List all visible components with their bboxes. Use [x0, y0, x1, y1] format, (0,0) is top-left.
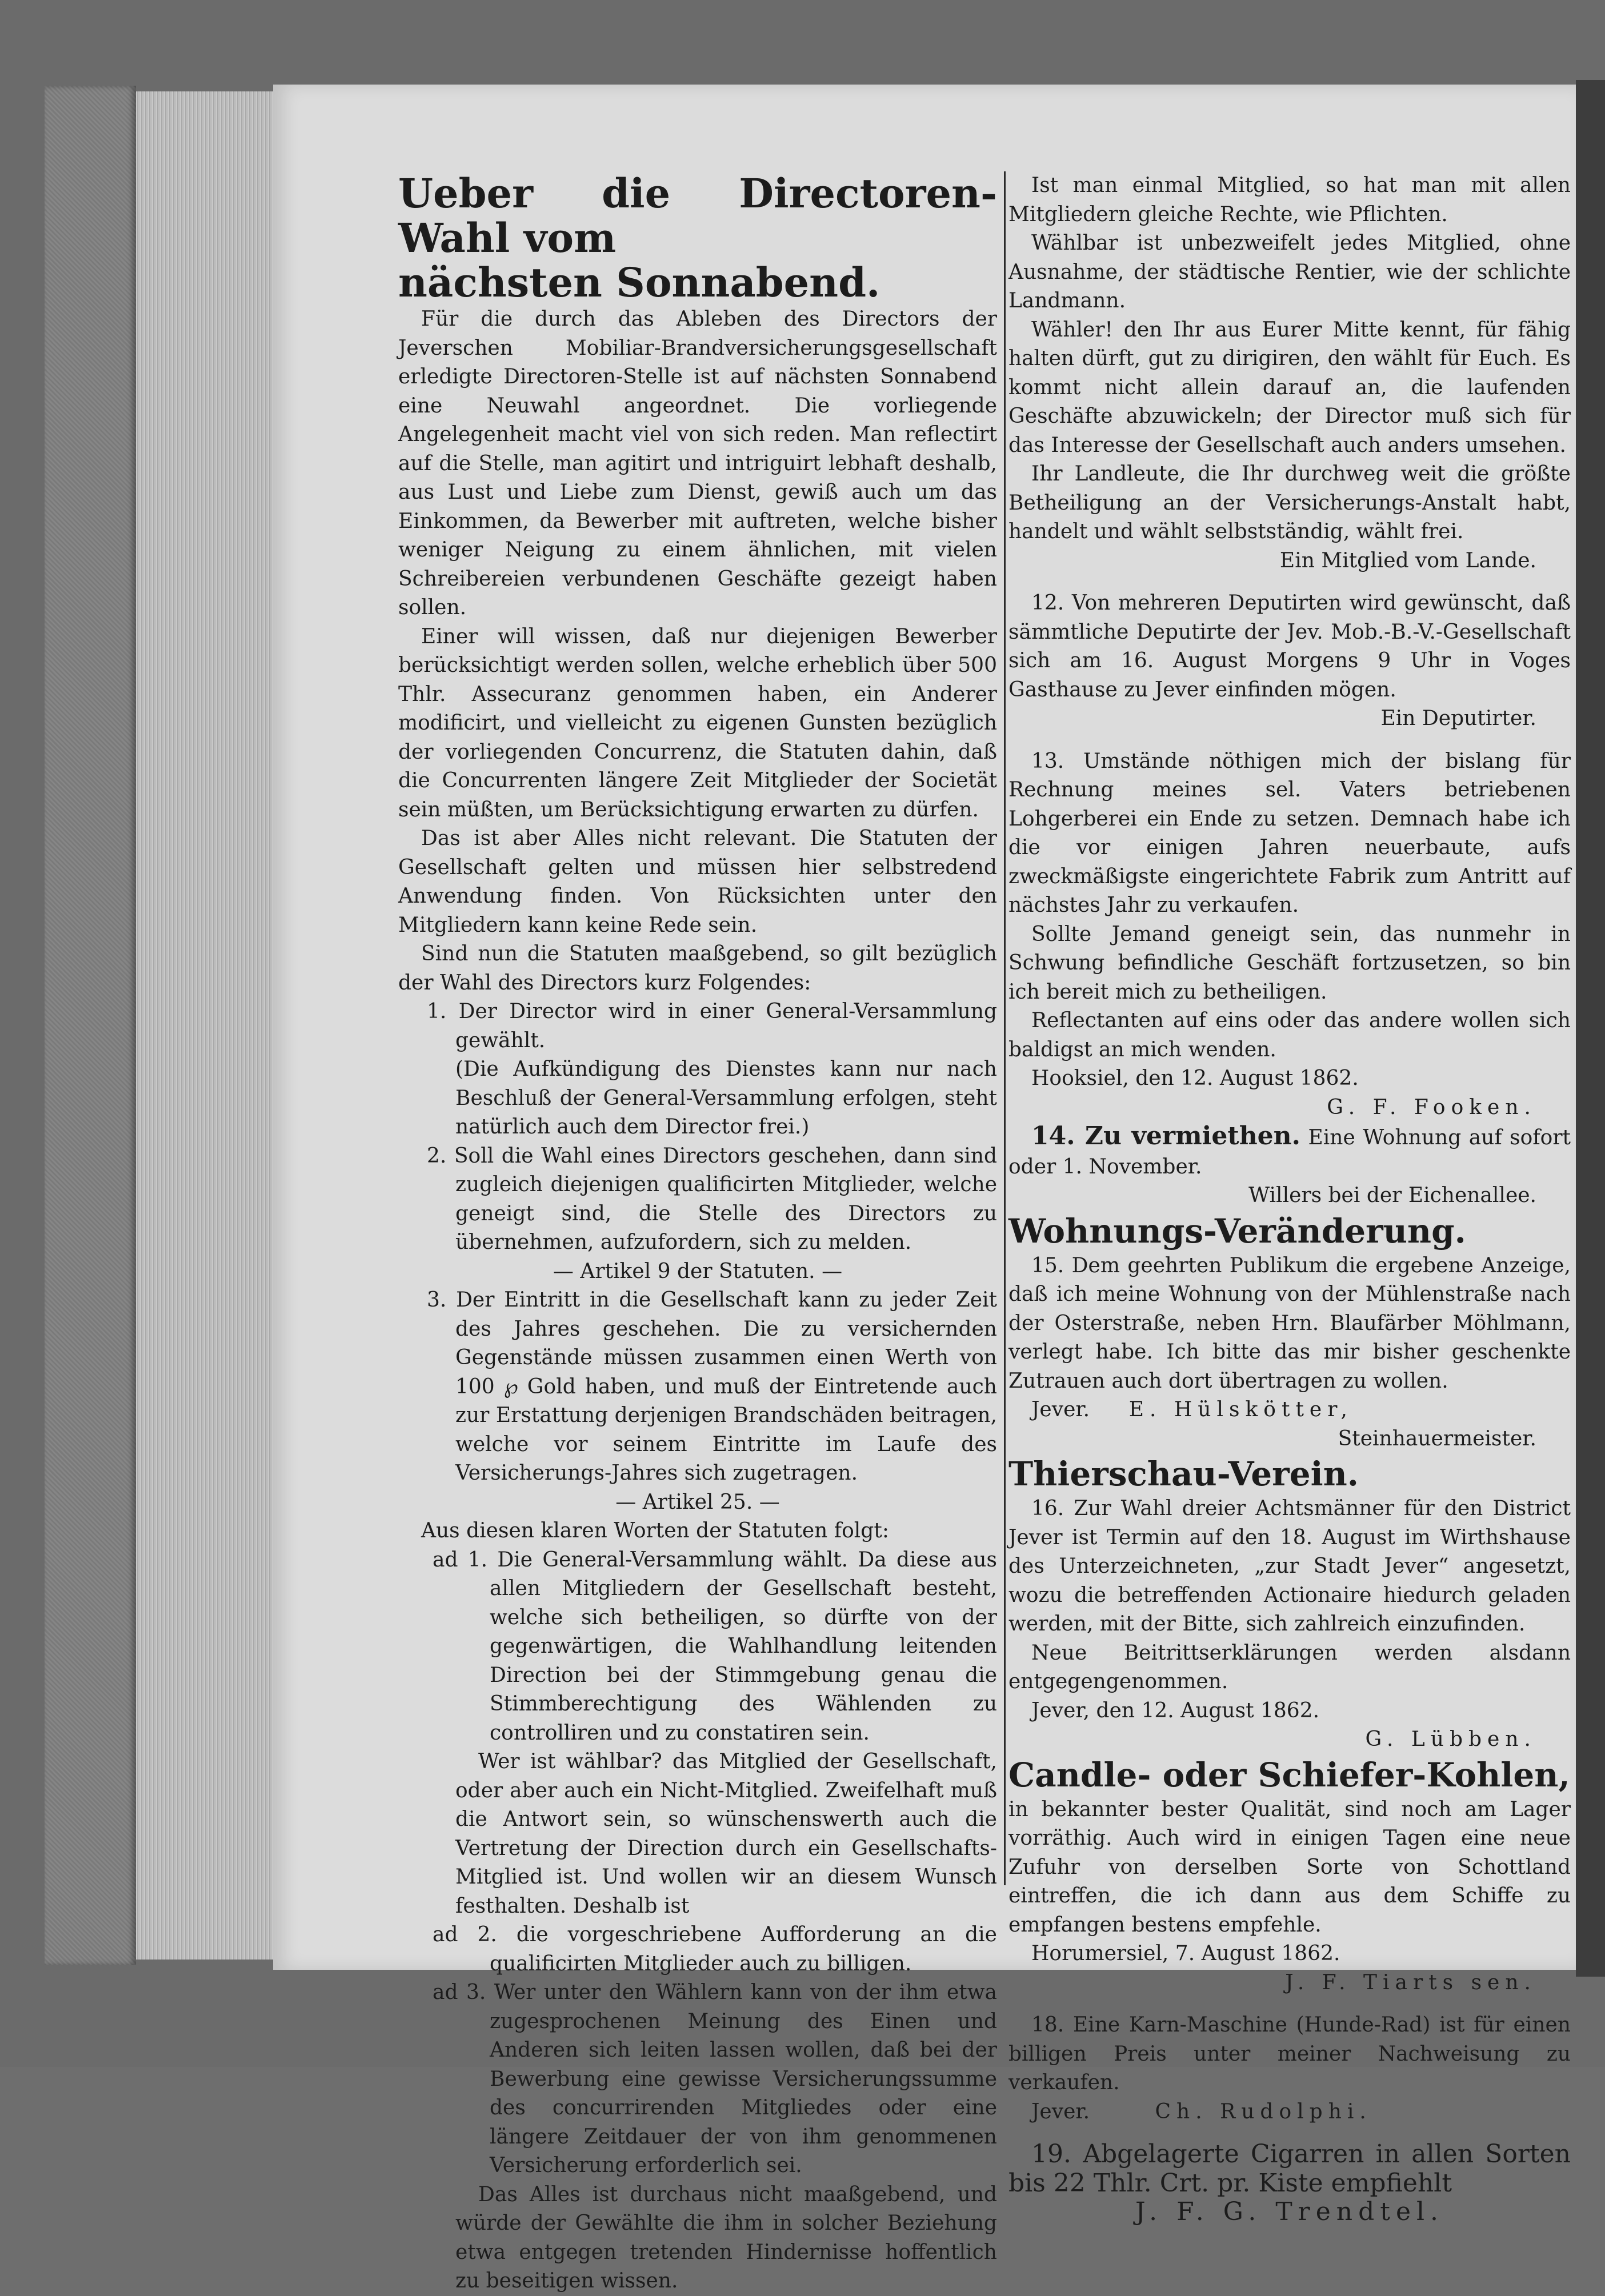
- notice-19: 19. Abgelagerte Cigarren in allen Sorten bis 22 Thlr. Crt. pr. Kiste empfiehlt: [1008, 2139, 1571, 2198]
- left-column: [398, 171, 997, 2296]
- place-date: Horumersiel, 7. August 1862.: [1031, 1942, 1340, 1965]
- paragraph: Einer will wissen, daß nur diejenigen Bewerber berücksichtigt werden sollen, welche erheblich über 500 Thlr. Assecuranz genommen haben, ein Anderer modificirt, und vielleicht zu eigenen Gunsten bezüglich der vorliegenden Concurrenz, die Statuten dahin, daß die Concurrenten längere Zeit Mitglieder der Societät sein müßten, um Berücksichtigung erwarten zu dürfen.: [398, 624, 997, 822]
- ad-item-1: ad 1. Die General-Versammlung wählt. Da diese aus allen Mitgliedern der Gesellschaft besteht, welche sich betheiligen, so dürfte von der gegenwärtigen, die Wahlhandlung leitenden Direction bei der Stimmgebung genau die Stimmberechtigung des Wählenden zu controlliren und zu constatiren sein.: [433, 1548, 997, 1745]
- paragraph: Aus diesen klaren Worten der Statuten folgt:: [421, 1519, 889, 1542]
- statute-item-1: 1. Der Director wird in einer General-Versammlung gewählt.: [427, 1000, 997, 1052]
- signature: J. F. Tiarts sen.: [1285, 1970, 1536, 1994]
- paragraph: Wählbar ist unbezweifelt jedes Mitglied, ohne Ausnahme, der städtische Rentier, wie der schlichte Landmann.: [1008, 231, 1571, 312]
- notice-13: 13. Umstände nöthigen mich der bislang für Rechnung meines sel. Vaters betriebenen Lohgerberei ein Ende zu setzen. Demnach habe ich die vor einigen Jahren neuerbaute, aufs zweckmäßigste eingerichtete Fabrik zum Antritt auf nächstes Jahr zu verkaufen.: [1008, 749, 1571, 917]
- ad-item-2: ad 2. die vorgeschriebene Aufforderung an die qualificirten Mitglieder auch zu billigen.: [433, 1923, 997, 1976]
- section-heading: Candle- oder Schiefer-Kohlen,: [1008, 1755, 1570, 1794]
- paragraph: Ihr Landleute, die Ihr durchweg weit die größte Betheiligung an der Versicherungs-Anstalt habt, handelt und wählt selbstständig, wählt frei.: [1008, 462, 1571, 543]
- signature: Ein Mitglied vom Lande.: [1279, 548, 1536, 572]
- place: Jever.: [1031, 2099, 1090, 2123]
- statute-item-3: 3. Der Eintritt in die Gesellschaft kann zu jeder Zeit des Jahres geschehen. Die zu versichernden Gegenstände müssen zusammen einen Werth von 100 ℘ Gold haben, und muß der Eintretende auch zur Erstattung derjenigen Brandschäden beitragen, welche vor seinem Eintritte im Laufe des Versicherungs-Jahres sich zugetragen.: [427, 1288, 997, 1485]
- place: Jever.: [1031, 1398, 1090, 1421]
- ad-item-3: ad 3. Wer unter den Wählern kann von der ihm etwa zugesprochenen Meinung des Einen und Anderen sich leiten lassen wollen, daß bei der Bewerbung eine gewisse Versicherungssumme des concurrirenden Mitgliedes oder eine längere Zeitdauer der von ihm genommenen Versicherung erforderlich sei.: [433, 1981, 997, 2177]
- notice-16: 16. Zur Wahl dreier Achtsmänner für den District Jever ist Termin auf den 18. August im Wirthshause des Unterzeichneten, „zur Stadt Jever“ angesetzt, wozu die betreffenden Actionaire hiedurch geladen werden, mit der Bitte, sich zahlreich einzufinden.: [1008, 1497, 1571, 1636]
- paragraph: Das ist aber Alles nicht relevant. Die Statuten der Gesellschaft gelten und müssen hier selbstredend Anwendung finden. Von Rücksichten unter den Mitgliedern kann keine Rede sein.: [398, 827, 997, 937]
- signature: G. F. Fooken.: [1327, 1095, 1536, 1119]
- notice-18: 18. Eine Karn-Maschine (Hunde-Rad) ist für einen billigen Preis unter meiner Nachweisung zu verkaufen.: [1008, 2013, 1571, 2094]
- statute-reference: — Artikel 9 der Statuten. —: [553, 1259, 843, 1283]
- title-line-2: nächsten Sonnabend.: [398, 259, 880, 306]
- signature: Willers bei der Eichenallee.: [1248, 1184, 1536, 1207]
- coal-advert: in bekannter bester Qualität, sind noch am Lager vorräthig. Auch wird in einigen Tagen eine neue Zufuhr von derselben Sorte von Schottland eintreffen, die ich dann aus dem Schiffe zu empfangen bestens empfehle.: [1008, 1797, 1571, 1937]
- section-heading: Thierschau-Verein.: [1008, 1454, 1359, 1493]
- statute-reference: — Artikel 25. —: [615, 1490, 780, 1514]
- right-column: [1008, 171, 1571, 2227]
- paragraph: Für die durch das Ableben des Directors der Jeverschen Mobiliar-Brandversicherungsgesellschaft erledigte Directoren-Stelle ist auf nächsten Sonnabend eine Neuwahl angeordnet. Die vorliegende Angelegenheit macht viel von sich reden. Man reflectirt auf die Stelle, man agitirt und intriguirt lebhaft deshalb, aus Lust und Liebe zum Dienst, gewiß auch um das Einkommen, da Bewerber mit auftreten, welche bisher weniger Neigung zu einem ähnlichen, mit vielen Schreibereien verbundenen Geschäfte gezeigt haben sollen.: [398, 307, 997, 619]
- ad-item-1-continued: Wer ist wählbar? das Mitglied der Gesellschaft, oder aber auch ein Nicht-Mitglied. Zweifelhaft muß die Antwort sein, so wünschenswerth auch die Vertretung der Direction durch ein Gesellschafts-Mitglied ist. Und wollen wir an diesem Wunsch festhalten. Deshalb ist: [455, 1750, 997, 1918]
- notice-12: 12. Von mehreren Deputirten wird gewünscht, daß sämmtliche Deputirte der Jev. Mob.-B.-V.-Gesellschaft sich am 16. August Morgens 9 Uhr in Voges Gasthause zu Jever einfinden mögen.: [1008, 591, 1571, 702]
- signature: E. Hülskötter,: [1128, 1398, 1353, 1421]
- paragraph: Neue Beitrittserklärungen werden alsdann entgegengenommen.: [1008, 1641, 1571, 1693]
- section-heading: Wohnungs-Veränderung.: [1008, 1211, 1466, 1251]
- paragraph: Wähler! den Ihr aus Eurer Mitte kennt, für fähig halten dürft, gut zu dirigiren, den wählt für Euch. Es kommt nicht allein darauf an, die laufenden Geschäfte abzuwickeln; der Director muß sich für das Interesse der Gesellschaft auch anders umsehen.: [1008, 318, 1571, 457]
- signature: G. Lübben.: [1365, 1728, 1536, 1751]
- paragraph: Ist man einmal Mitglied, so hat man mit allen Mitgliedern gleiche Rechte, wie Pflichten.: [1008, 174, 1571, 226]
- paragraph: Das Alles ist durchaus nicht maaßgebend, und würde der Gewählte die ihm in solcher Beziehung etwa entgegen tretenden Hindernisse hoffentlich zu beseitigen wissen.: [455, 2182, 997, 2293]
- notice-15: 15. Dem geehrten Publikum die ergebene Anzeige, daß ich meine Wohnung von der Mühlenstraße nach der Osterstraße, neben Hrn. Blaufärber Möhlmann, verlegt habe. Ich bitte das mir bisher geschenkte Zutrauen auch dort übertragen zu wollen.: [1008, 1253, 1571, 1393]
- book-cover-edge: [45, 86, 136, 1965]
- place-date: Jever, den 12. August 1862.: [1031, 1698, 1320, 1722]
- signature-title: Steinhauermeister.: [1338, 1427, 1536, 1450]
- notice-14: Eine Wohnung auf sofort oder 1. November.: [1008, 1126, 1571, 1179]
- paragraph: Sind nun die Statuten maaßgebend, so gilt bezüglich der Wahl des Directors kurz Folgendes:: [398, 942, 997, 995]
- statute-item-2: 2. Soll die Wahl eines Directors geschehen, dann sind zugleich diejenigen qualificirten Mitglieder, welche geneigt sind, die Stelle des Directors zu übernehmen, aufzufordern, sich zu melden.: [427, 1144, 997, 1254]
- statute-note: (Die Aufkündigung des Dienstes kann nur nach Beschluß der General-Versammlung erfolgen, steht natürlich auch dem Director frei.): [455, 1057, 997, 1139]
- paragraph: Sollte Jemand geneigt sein, das nunmehr in Schwung befindliche Geschäft fortzusetzen, so bin ich bereit mich zu betheiligen.: [1008, 922, 1571, 1004]
- place-date: Hooksiel, den 12. August 1862.: [1031, 1067, 1359, 1090]
- right-margin-shadow: [1576, 80, 1605, 1977]
- page-edges: [136, 91, 273, 1960]
- column-rule: [1004, 171, 1006, 1885]
- article-title: [398, 171, 997, 305]
- signature: J. F. G. Trendtel.: [1135, 2197, 1444, 2226]
- signature: Ch. Rudolphi.: [1155, 2099, 1372, 2123]
- signature: Ein Deputirter.: [1380, 707, 1536, 730]
- title-line-1: Ueber die Directoren-Wahl vom: [398, 170, 997, 262]
- paragraph: Reflectanten auf eins oder das andere wollen sich baldigst an mich wenden.: [1008, 1009, 1571, 1061]
- notice-14-heading: 14. Zu vermiethen.: [1031, 1121, 1300, 1151]
